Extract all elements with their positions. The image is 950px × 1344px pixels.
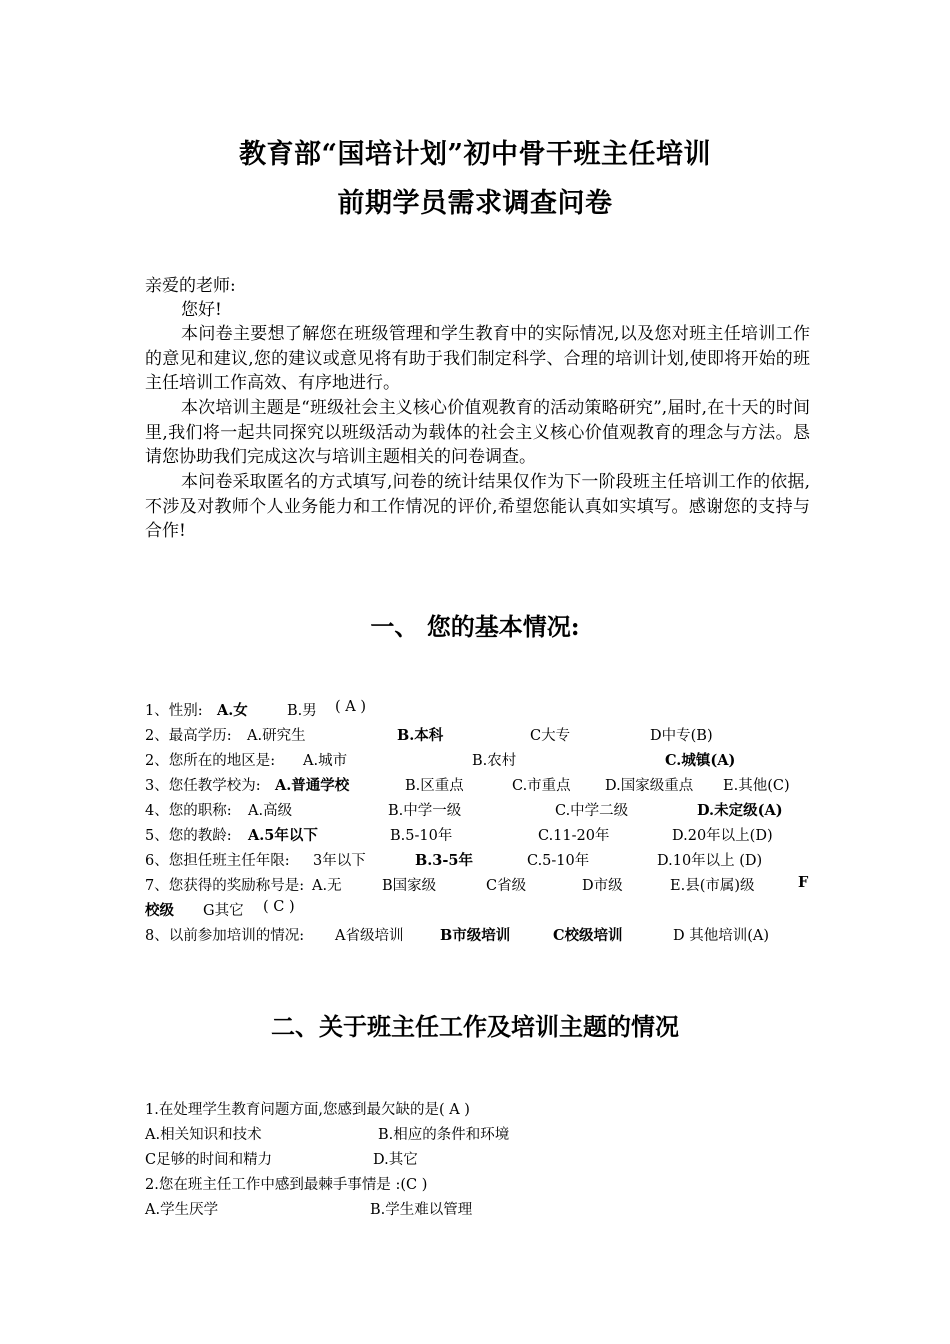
question-awards [145, 874, 815, 896]
option-d: D市级 [582, 878, 623, 894]
option-c: C.5-10年 [527, 853, 590, 869]
question-1-options-cd [145, 1148, 815, 1170]
question-region [145, 749, 815, 771]
option-b: B.中学一级 [388, 803, 462, 819]
option-d: D.国家级重点 [605, 778, 694, 794]
option-a: A.研究生 [247, 728, 306, 744]
question-awards-continued [145, 899, 815, 921]
option-c: C校级培训 [553, 927, 623, 944]
question-school [145, 774, 815, 796]
section2-heading: 二、关于班主任工作及培训主题的情况 [271, 1012, 679, 1041]
option-b: B.相应的条件和环境 [378, 1127, 510, 1143]
question-gender [145, 699, 815, 721]
document-title-line2: 前期学员需求调查问卷 [337, 188, 613, 219]
option-a: A.学生厌学 [145, 1202, 219, 1218]
option-b: B.本科 [397, 727, 444, 744]
option-c: C.中学二级 [555, 803, 629, 819]
option-a: A.5年以下 [248, 827, 318, 844]
option-d: D.未定级(A) [697, 802, 783, 819]
question-education [145, 724, 815, 746]
option-b: B.农村 [472, 753, 517, 769]
option-b: B国家级 [382, 878, 437, 894]
option-d: D.10年以上 (D) [657, 853, 763, 869]
option-e: E.其他(C) [723, 778, 790, 794]
option-a: A.无 [312, 878, 342, 894]
question-title-rank [145, 799, 815, 821]
option-a: A.相关知识和技术 [145, 1127, 262, 1143]
option-f: F [798, 874, 809, 891]
option-f-label: 校级 [145, 902, 174, 919]
option-c: C.市重点 [512, 778, 571, 794]
question-prior-training [145, 924, 815, 946]
option-b: B市级培训 [440, 927, 511, 944]
option-c: C.11-20年 [538, 828, 610, 844]
question-2-row [145, 1173, 815, 1195]
question-1-text: 1.在处理学生教育问题方面,您感到最欠缺的是( A ) [145, 1102, 470, 1118]
question-1-options-ab [145, 1123, 815, 1145]
question-label: 2、最高学历: [145, 728, 232, 744]
intro-paragraph-1: 本问卷主要想了解您在班级管理和学生教育中的实际情况,以及您对班主任培训工作的意见和建议,您的建议或意见将有助于我们制定科学、合理的培训计划,使即将开始的班主任培训工作高效、有序地进行。 [145, 324, 810, 393]
intro-paragraph-2: 本次培训主题是“班级社会主义核心价值观教育的活动策略研究”,届时,在十天的时间里,我们将一起共同探究以班级活动为载体的社会主义核心价值观教育的理念与方法。恳请您协助我们完成这次与培训主题相关的问卷调查。 [145, 398, 810, 467]
option-d: D 其他培训(A) [673, 928, 770, 944]
question-label: 3、您任教学校为: [145, 778, 261, 794]
option-d: D.其它 [373, 1152, 418, 1168]
question-label: 7、您获得的奖励称号是: [145, 878, 305, 894]
salutation: 亲爱的老师: [145, 276, 236, 296]
option-a: A.普通学校 [275, 777, 350, 794]
question-2-text: 2.您在班主任工作中感到最棘手事情是 :(C ) [145, 1177, 428, 1193]
answer: ( A ) [335, 699, 367, 715]
question-head-teacher-years [145, 849, 815, 871]
option-b: B.5-10年 [390, 828, 453, 844]
option-d: D中专(B) [650, 728, 713, 744]
option-e: E.县(市属)级 [670, 878, 755, 894]
option-a: A.女 [217, 702, 248, 719]
option-a: 3年以下 [313, 853, 366, 869]
question-label: 8、以前参加培训的情况: [145, 928, 305, 944]
option-b: B.区重点 [405, 778, 464, 794]
question-teaching-years [145, 824, 815, 846]
option-a: A.高级 [248, 803, 293, 819]
question-text [145, 1098, 815, 1120]
option-d: D.20年以上(D) [672, 828, 773, 844]
option-c: C足够的时间和精力 [145, 1152, 273, 1168]
question-2-options-ab [145, 1198, 815, 1220]
option-b: B.男 [287, 703, 317, 719]
option-g: G其它 [203, 903, 244, 919]
option-c: C.城镇(A) [665, 752, 736, 769]
option-c: C大专 [530, 728, 571, 744]
option-a: A.城市 [303, 753, 348, 769]
intro-paragraph-3: 本问卷采取匿名的方式填写,问卷的统计结果仅作为下一阶段班主任培训工作的依据,不涉及对教师个人业务能力和工作情况的评价,希望您能认真如实填写。感谢您的支持与合作! [145, 472, 810, 541]
question-label: 6、您担任班主任年限: [145, 853, 290, 869]
question-label: 5、您的教龄: [145, 828, 232, 844]
question-label: 4、您的职称: [145, 803, 232, 819]
question-label: 1、性别: [145, 703, 203, 719]
section1-heading: 一、 您的基本情况: [370, 612, 580, 641]
question-label: 2、您所在的地区是: [145, 753, 276, 769]
document-title-line1: 教育部“国培计划”初中骨干班主任培训 [238, 139, 712, 170]
answer: ( C ) [263, 899, 295, 915]
greeting: 您好! [181, 300, 222, 320]
option-c: C省级 [486, 878, 527, 894]
option-a: A省级培训 [335, 928, 404, 944]
option-b: B.学生难以管理 [370, 1202, 473, 1218]
option-b: B.3-5年 [415, 852, 473, 869]
